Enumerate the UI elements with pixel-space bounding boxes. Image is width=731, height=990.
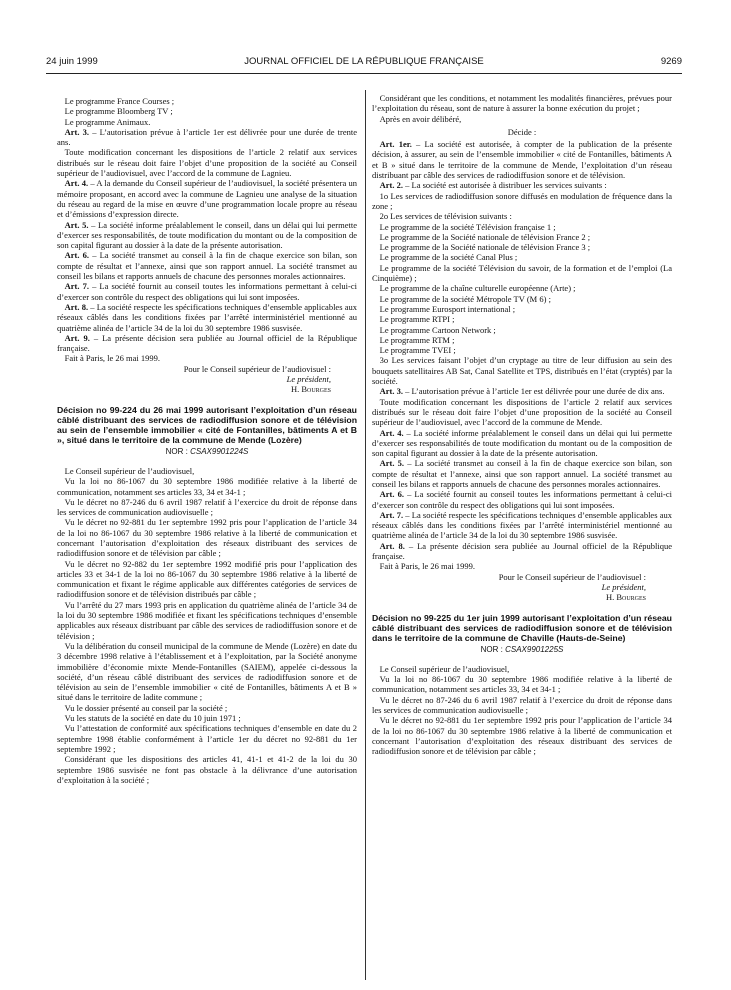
- article-paragraph: [372, 541, 672, 562]
- service-item: Le programme de la Société nationale de télévision France 2 ;: [379, 231, 591, 242]
- right-column: [372, 93, 672, 757]
- article-label: Art. 7.: [379, 509, 404, 520]
- article-paragraph: [372, 510, 672, 541]
- consideration-paragraph: Après en avoir délibéré,: [379, 113, 462, 124]
- service-item: Le programme de la société Télévision du savoir, de la formation et de l’emploi (La Cinquième) ;: [372, 262, 672, 284]
- decision-2-signature-name: H. Bourges: [605, 592, 646, 603]
- decision-2-title: Décision no 99-224 du 26 mai 1999 autorisant l’exploitation d’un réseau câblé distribuant des services de radiodiffusion sonore et de télévision au sein de l’ensemble immobilier « cité de Fontanilles, bâtiments A et B », situé dans le territoire de la commune de Mende (Lozère): [57, 404, 357, 445]
- article-label: Art. 6.: [64, 250, 90, 261]
- article-paragraph: [57, 220, 357, 251]
- visa-paragraph: Vu la loi no 86-1067 du 30 septembre 1986 modifiée relative à la liberté de communication, notamment ses articles 33, 34 et 34-1 ;: [57, 476, 357, 497]
- program-item: Le programme Animaux.: [64, 116, 151, 127]
- article-text: – La société respecte les spécifications techniques d’ensemble applicables aux réseaux câblés dans les conditions fixées par l’arrêté interministériel mentionné au quatrième alinéa de l’article 34 de la loi du 30 septembre 1986 susvisée.: [372, 509, 672, 541]
- article-text: – La société transmet au conseil à la fin de chaque exercice son bilan, son compte de résultat et l’annexe, ainsi que son rapport annuel. La société transmet au conseil les bilans et rapports annuels de chacune des personnes morales actionnaires.: [372, 458, 672, 489]
- article-text: – L’autorisation prévue à l’article 1er est délivrée pour une durée de trente ans.: [57, 126, 357, 148]
- decision-2-considerations: [372, 93, 672, 124]
- decision-3-title: Décision no 99-225 du 1er juin 1999 autorisant l’exploitation d’un réseau câblé distribuant des services de radiodiffusion sonore et de télévision dans le territoire de la commune de Chaville (Hauts-de-Seine): [372, 612, 672, 643]
- article-paragraph: [372, 458, 672, 489]
- decision-2-signature-title: Le président,: [601, 581, 646, 592]
- service-item: Le programme Eurosport international ;: [379, 303, 516, 314]
- visa-paragraph: Vu le décret no 87-246 du 6 avril 1987 relatif à l’exercice du droit de réponse dans les services de communication audiovisuelle ;: [372, 694, 672, 716]
- article-label: Art. 5.: [379, 458, 405, 469]
- visa-paragraph: Considérant que les dispositions des articles 41, 41-1 et 41-2 de la loi du 30 septembre 1986 susvisée ne font pas obstacle à la délivrance d’une autorisation d’exploitation à la société ;: [57, 754, 357, 785]
- article-text: Toute modification concernant les dispositions de l’article 2 relatif aux services distribués sur le réseau doit faire l’objet d’une proposition de la société au Conseil supérieur de l’audiovisuel, avec l’accord de la commune de Lagnieu.: [57, 147, 357, 179]
- article-label: Art. 5.: [64, 219, 89, 230]
- article-paragraph: [372, 386, 672, 396]
- article-paragraph: [372, 428, 672, 459]
- nor-label: NOR :: [480, 644, 506, 654]
- article-paragraph: [57, 302, 357, 333]
- visa-paragraph: Vu le décret no 87-246 du 6 avril 1987 relatif à l’exercice du droit de réponse dans les services de communication audiovisuelle ;: [57, 496, 357, 518]
- visa-paragraph: Le Conseil supérieur de l’audiovisuel,: [64, 465, 195, 476]
- consideration-paragraph: Considérant que les conditions, et notamment les modalités financières, prévues pour l’exploitation du réseau, sont de nature à assurer la bonne exécution du projet ;: [372, 93, 672, 114]
- article-text: – La présente décision sera publiée au Journal officiel de la République française.: [57, 332, 357, 354]
- service-item: 3o Les services faisant l’objet d’un cryptage au titre de leur diffusion au sein des bouquets satellitaires AB Sat, Canal Satellite et TPS, distribués en l’état (cryptés) par la société.: [372, 355, 672, 387]
- visa-paragraph: Vu les statuts de la société en date du 10 juin 1971 ;: [64, 713, 241, 724]
- service-item: Le programme de la société Métropole TV (M 6) ;: [379, 293, 551, 304]
- left-column: [57, 96, 357, 785]
- program-item: Le programme France Courses ;: [64, 96, 175, 106]
- decision-2-body: [57, 466, 357, 785]
- decision-2-art1: [372, 139, 672, 180]
- article-paragraph: [57, 178, 357, 219]
- visa-paragraph: Vu le décret no 92-881 du 1er septembre 1992 pris pour l’application de l’article 34 de la loi no 86-1067 du 30 septembre 1986 relative à la liberté de communication et concernant l’autorisation d’exploitation des réseaux distribuant des services de radiodiffusion sonore et de télévision par câble ;: [372, 715, 672, 757]
- visa-paragraph: Vu l’arrêté du 27 mars 1993 pris en application du quatrième alinéa de l’article 34 de la loi du 30 septembre 1986 modifiée et fixant les spécifications techniques d’ensemble applicables aux réseaux distribuant par câble des services de radiodiffusion sonore et de télévision ;: [57, 599, 357, 641]
- header-journal-title: JOURNAL OFFICIEL DE LA RÉPUBLIQUE FRANÇAISE: [244, 56, 484, 67]
- visa-paragraph: Vu l’attestation de conformité aux spécifications techniques d’ensemble en date du 2 septembre 1998 établie conformément à l’article 1er du décret no 92-881 du 1er septembre 1992 ;: [57, 723, 357, 754]
- nor-code: CSAX9901225S: [505, 644, 564, 654]
- service-item: Le programme Cartoon Network ;: [379, 324, 496, 335]
- service-item: 1o Les services de radiodiffusion sonore diffusés en modulation de fréquence dans la zone ;: [372, 190, 672, 211]
- decision-1-signature-line: Pour le Conseil supérieur de l’audiovisuel :: [183, 363, 331, 374]
- decision-2-signature-line: Pour le Conseil supérieur de l’audiovisuel :: [498, 571, 646, 582]
- visa-paragraph: Vu la loi no 86-1067 du 30 septembre 1986 modifiée relative à la liberté de communication, notamment ses articles 33, 34 et 34-1 ;: [372, 674, 672, 695]
- decide-heading: Décide :: [507, 126, 537, 137]
- article-label: Art. 4.: [64, 178, 89, 189]
- article-text: – La société informe préalablement le conseil, dans un délai qui lui permette d’exercer ses responsabilités, de toute modification du montant ou de la composition de son capital figurant au dossier à la date de la présente autorisation.: [57, 219, 357, 251]
- article-text: – La société informe préalablement le conseil dans un délai qui lui permette d’exercer ses responsabilités de toute modification du montant ou de la composition de son capital figurant au dossier à la date de la présente autorisation.: [372, 427, 672, 459]
- decision-1-signature-name: H. Bourges: [290, 384, 331, 395]
- decision-3-body: [372, 664, 672, 757]
- service-item: Le programme TVEI ;: [379, 345, 456, 356]
- visa-paragraph: Vu le décret no 92-881 du 1er septembre 1992 pris pour l’application de l’article 34 de la loi no 86-1067 du 30 septembre 1986 relative à la liberté de communication et concernant l’autorisation d’exploitation des réseaux distribuant des services de radiodiffusion sonore et de télévision par câble ;: [57, 517, 357, 559]
- decision-2-articles: [372, 386, 672, 561]
- article-label: Art. 8.: [379, 540, 405, 551]
- visa-paragraph: Le Conseil supérieur de l’audiovisuel,: [379, 663, 510, 674]
- article-text: – La présente décision sera publiée au Journal officiel de la République française.: [372, 540, 672, 562]
- article-label: Art. 3.: [379, 386, 404, 397]
- article-text: – La société transmet au conseil à la fin de chaque exercice son bilan, son compte de résultat et l’annexe, ainsi que son rapport annuel. La société transmet au conseil les bilans et rapports annuels de chacune des personnes morales actionnaires.: [57, 250, 357, 282]
- article-paragraph: [372, 489, 672, 510]
- service-item: 2o Les services de télévision suivants :: [379, 211, 512, 222]
- page-header: [46, 56, 682, 70]
- decision-1-fait: Fait à Paris, le 26 mai 1999.: [64, 353, 161, 364]
- article-text: – La société fournit au conseil toutes les informations permettant à celui-ci d’exercer son contrôle du respect des obligations qui lui sont imposées.: [372, 489, 672, 510]
- program-item: Le programme Bloomberg TV ;: [64, 106, 173, 117]
- article-text: – L’autorisation prévue à l’article 1er est délivrée pour une durée de dix ans.: [403, 386, 665, 397]
- article-paragraph: [57, 281, 357, 302]
- service-item: Le programme RTM ;: [379, 334, 455, 345]
- service-list: [372, 191, 672, 387]
- article-label: Art. 6.: [379, 489, 404, 500]
- service-item: Le programme de la société Canal Plus ;: [379, 252, 518, 263]
- decision-1-articles: [57, 127, 357, 354]
- service-item: Le programme de la chaîne culturelle européenne (Arte) ;: [379, 283, 576, 294]
- article-text: – La société est autorisée à distribuer les services suivants :: [403, 180, 607, 191]
- decision-2-nor: [57, 447, 357, 457]
- program-list: [57, 96, 357, 127]
- article-label: Art. 2.: [379, 180, 404, 191]
- article-paragraph: [57, 127, 357, 148]
- visa-paragraph: Vu le décret no 92-882 du 1er septembre 1992 modifié pris pour l’application des articles 33 et 34-1 de la loi no 86-1067 du 30 septembre 1986 relative à la liberté de communication et fixant le régime applicable aux différentes catégories de services de radiodiffusion sonore et de télévision distribués par câble ;: [57, 558, 357, 600]
- header-date: 24 juin 1999: [46, 56, 98, 67]
- article-text: – A la demande du Conseil supérieur de l’audiovisuel, la société présentera un mémoire proposant, en accord avec la commune de Lagnieu une analyse de la situation du réseau au regard de la mise en œuvre d’une programmation locale propre au réseau et d’émissions d’expression directe.: [57, 178, 357, 220]
- article-label: Art. 3.: [64, 126, 90, 137]
- article-paragraph: [57, 333, 357, 354]
- header-page-number: 9269: [660, 56, 682, 67]
- header-rule: [46, 73, 682, 74]
- decision-1-signature-title: Le président,: [286, 374, 331, 385]
- nor-code: CSAX9901224S: [190, 446, 249, 456]
- article-text: – La société fournit au conseil toutes les informations permettant à celui-ci d’exercer son contrôle du respect des obligations qui lui sont imposées.: [57, 281, 357, 302]
- visa-paragraph: Vu le dossier présenté au conseil par la société ;: [64, 702, 228, 713]
- service-item: Le programme de la société Télévision française 1 ;: [379, 221, 556, 232]
- article-paragraph: [57, 250, 357, 281]
- article-label: Art. 7.: [64, 281, 89, 292]
- decision-2-art2: [372, 180, 672, 190]
- article-text: – La société respecte les spécifications techniques d’ensemble applicables aux réseaux câblés dans les conditions fixées par l’arrêté interministériel mentionné au quatrième alinéa de l’article 34 de la loi du 30 septembre 1986 susvisée.: [57, 301, 357, 333]
- article-label: Art. 1er.: [379, 139, 412, 150]
- article-text: Toute modification concernant les dispositions de l’article 2 relatif aux services distribués sur le réseau doit faire l’objet d’une proposition de la société au Conseil supérieur de l’audiovisuel, avec l’accord de la commune de Mende.: [372, 396, 672, 428]
- article-paragraph: [57, 147, 357, 178]
- article-label: Art. 8.: [64, 301, 89, 312]
- article-paragraph: [372, 397, 672, 428]
- nor-label: NOR :: [165, 446, 191, 456]
- column-divider: [365, 90, 366, 980]
- service-item: Le programme de la Société nationale de télévision France 3 ;: [379, 242, 591, 253]
- service-item: Le programme RTPI ;: [379, 314, 455, 325]
- article-label: Art. 4.: [379, 427, 404, 438]
- article-label: Art. 9.: [64, 332, 90, 343]
- article-text: – La société est autorisée, à compter de la publication de la présente décision, à assurer, au sein de l’ensemble immobilier « cité de Fontanilles, bâtiments A et B » situé dans le territoire de la commune de Mende, l’exploitation d’un réseau distribuant par câble des services de radiodiffusion sonore et de télévision.: [372, 139, 672, 181]
- decision-2-fait: Fait à Paris, le 26 mai 1999.: [379, 561, 476, 572]
- visa-paragraph: Vu la délibération du conseil municipal de la commune de Mende (Lozère) en date du 3 décembre 1998 relative à l’établissement et à l’exploitation, par la Société anonyme immobilière d’économie mixte Mende-Fontanilles (SAIEM), appelée ci-dessous la société, d’un réseau câblé distribuant des services de radiodiffusion sonore et de télévision au sein de l’ensemble immobilier « cité de Fontanilles, bâtiments A et B » situé dans le territoire de ladite commune ;: [57, 640, 357, 703]
- decision-3-nor: [372, 645, 672, 655]
